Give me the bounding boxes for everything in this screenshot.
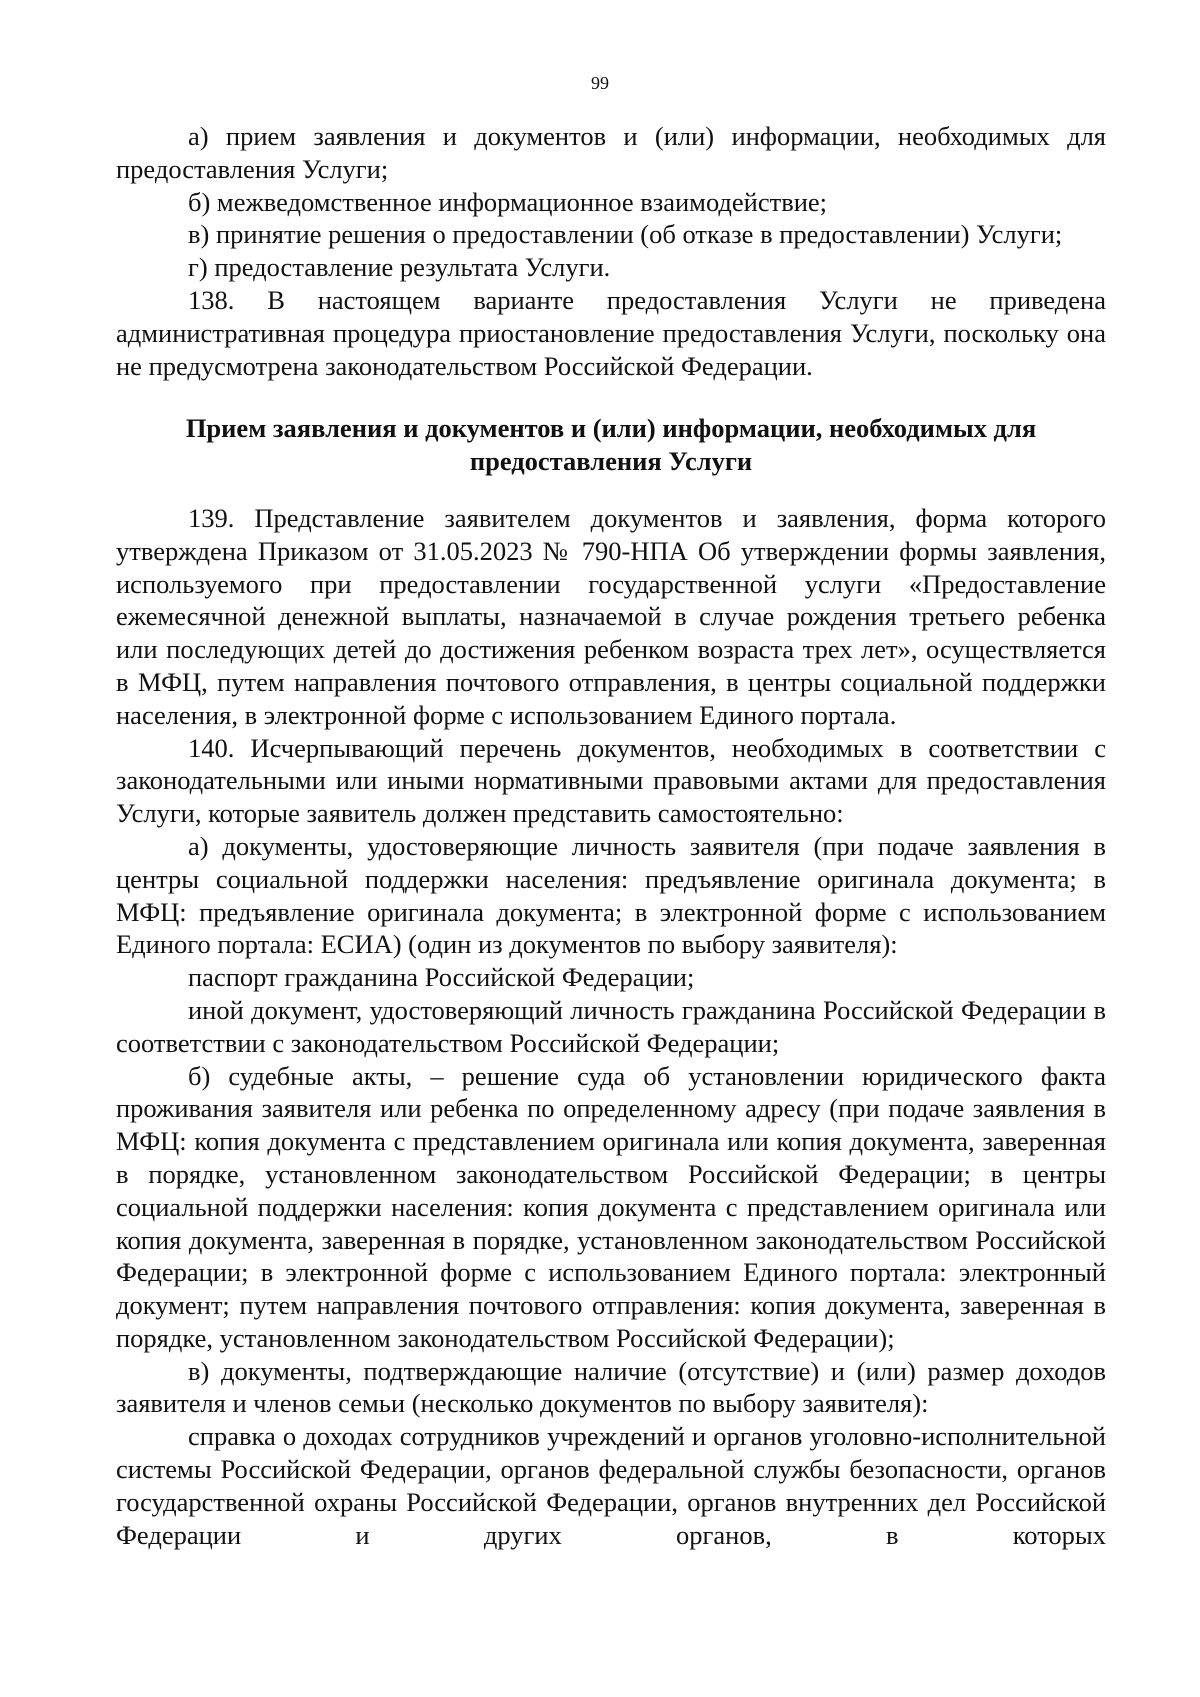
list-item-a: а) прием заявления и документов и (или) информации, необходимых для предоставления Услуги;: [116, 121, 1106, 184]
section-heading-line-2: предоставления Услуги: [469, 446, 753, 477]
list-item-g: г) предоставление результата Услуги.: [188, 252, 611, 283]
document-body: [116, 120, 1106, 1551]
list-item-v: в) принятие решения о предоставлении (об отказе в предоставлении) Услуги;: [188, 219, 1063, 250]
income-certificate-item: справка о доходах сотрудников учреждений и органов уголовно-исполнительной системы Российской Федерации, органов федеральной службы безопасности, органов государственной охраны Российской Федерации, органов внутренних дел Российской Федерации и других органов, в которых: [116, 1421, 1106, 1550]
section-heading: [116, 412, 1106, 478]
paragraph-140: 140. Исчерпывающий перечень документов, необходимых в соответствии с законодательными или иными нормативными правовыми актами для предоставления Услуги, которые заявитель должен представить самостоятельно:: [116, 732, 1106, 829]
section-heading-line-1: Прием заявления и документов и (или) информации, необходимых для: [185, 413, 1037, 444]
other-identity-document-item: иной документ, удостоверяющий личность гражданина Российской Федерации в соответствии с законодательством Российской Федерации;: [116, 994, 1106, 1058]
paragraph-138: 138. В настоящем варианте предоставления Услуги не приведена административная процедура приостановление предоставления Услуги, поскольку она не предусмотрена законодательством Российской Федерации.: [116, 284, 1106, 381]
list-item-b: б) межведомственное информационное взаимодействие;: [188, 186, 828, 217]
passport-item: паспорт гражданина Российской Федерации;: [188, 962, 695, 993]
page-number: 99: [591, 73, 609, 93]
subitem-v-income-documents: в) документы, подтверждающие наличие (отсутствие) и (или) размер доходов заявителя и членов семьи (несколько документов по выбору заявителя):: [116, 1355, 1106, 1419]
paragraph-139: 139. Представление заявителем документов и заявления, форма которого утверждена Приказом от 31.05.2023 № 790-НПА Об утверждении формы заявления, используемого при предоставлении государственной услуги «Предоставление ежемесячной денежной выплаты, назначаемой в случае рождения третьего ребенка или последующих детей до достижения ребенком возраста трех лет», осуществляется в МФЦ, путем направления почтового отправления, в центры социальной поддержки населения, в электронной форме с использованием Единого портала.: [116, 502, 1106, 730]
subitem-b-court-acts: б) судебные акты, – решение суда об установлении юридического факта проживания заявителя или ребенка по определенному адресу (при подаче заявления в МФЦ: копия документа с представлением оригинала или копия документа, заверенная в порядке, установленном законодательством Российской Федерации; в центры социальной поддержки населения: копия документа с представлением оригинала или копия документа, заверенная в порядке, установленном законодательством Российской Федерации; в электронной форме с использованием Единого портала: электронный документ; путем направления почтового отправления: копия документа, заверенная в порядке, установленном законодательством Российской Федерации);: [116, 1060, 1106, 1353]
subitem-a-identity-documents: а) документы, удостоверяющие личность заявителя (при подаче заявления в центры социальной поддержки населения: предъявление оригинала документа; в МФЦ: предъявление оригинала документа; в электронной форме с использованием Единого портала: ЕСИА) (один из документов по выбору заявителя):: [116, 830, 1106, 960]
